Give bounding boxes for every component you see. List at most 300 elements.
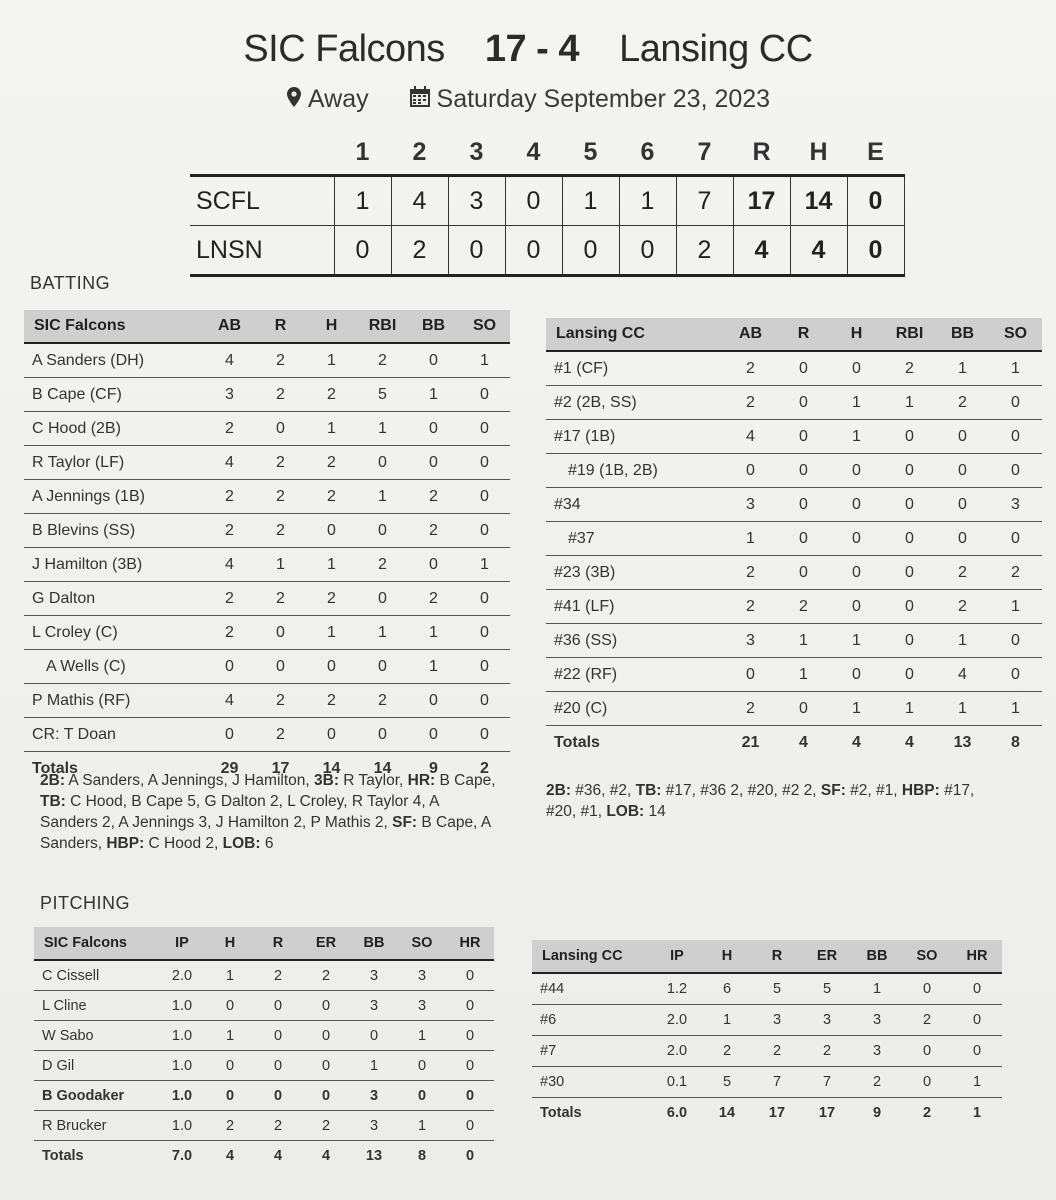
stat-cell: 2.0 <box>652 1036 702 1067</box>
stat-cell: 0 <box>936 420 989 454</box>
player-name: D Gil <box>34 1051 158 1081</box>
player-name: #19 (1B, 2B) <box>546 454 724 488</box>
inning-score: 0 <box>619 226 676 276</box>
totals-row <box>546 726 1042 760</box>
player-name: B Blevins (SS) <box>24 514 204 548</box>
stat-cell: 0 <box>724 454 777 488</box>
stat-cell: 1 <box>357 412 408 446</box>
stat-cell: 0 <box>952 1005 1002 1036</box>
stat-cell: 0 <box>306 650 357 684</box>
stat-cell: 2 <box>306 684 357 718</box>
stat-cell: 0 <box>883 590 936 624</box>
runs-header: R <box>752 137 771 166</box>
stat-cell: 2 <box>255 343 306 378</box>
stat-cell: 0 <box>206 1081 254 1111</box>
team-column-header: Lansing CC <box>532 940 652 973</box>
stat-cell: 2 <box>902 1005 952 1036</box>
stat-cell: 17 <box>768 1105 786 1121</box>
player-name: #41 (LF) <box>546 590 724 624</box>
location-pin-icon <box>286 86 302 115</box>
stat-cell: 2 <box>206 1111 254 1141</box>
stat-cell: 0 <box>254 1081 302 1111</box>
team-column-header: Lansing CC <box>546 318 724 351</box>
column-header: R <box>254 927 302 960</box>
inning-score: 1 <box>562 176 619 226</box>
stat-cell: 2 <box>724 590 777 624</box>
stat-cell: 3 <box>350 991 398 1021</box>
stat-cell: 1 <box>408 378 459 412</box>
table-header-row <box>24 310 510 343</box>
stat-cell: 1 <box>952 1067 1002 1098</box>
column-header: R <box>777 318 830 351</box>
game-header <box>0 28 1056 115</box>
stat-cell: 0 <box>302 1021 350 1051</box>
stat-cell: 1 <box>459 343 510 378</box>
stat-cell: 2 <box>255 582 306 616</box>
player-name: L Croley (C) <box>24 616 204 650</box>
falcons-pitching-table <box>34 927 494 1170</box>
stat-cell: 1 <box>936 624 989 658</box>
stat-cell: 1 <box>306 412 357 446</box>
stat-cell: 1 <box>306 548 357 582</box>
note-text: B Cape, A Sanders, <box>40 814 495 852</box>
column-header: RBI <box>357 310 408 343</box>
stat-cell: 0.1 <box>652 1067 702 1098</box>
stat-cell: 0 <box>459 650 510 684</box>
player-row <box>24 378 510 412</box>
stat-cell: 4 <box>204 343 255 378</box>
stat-cell: 0 <box>883 556 936 590</box>
batting-section-title: BATTING <box>30 273 111 293</box>
line-score-header <box>190 130 904 176</box>
stat-cell: 2 <box>306 378 357 412</box>
stat-cell: 2 <box>724 556 777 590</box>
hits-total: 4 <box>790 226 847 276</box>
stat-cell: 0 <box>357 446 408 480</box>
stat-cell: 1.0 <box>158 1111 206 1141</box>
player-row <box>24 650 510 684</box>
player-row <box>546 351 1042 386</box>
player-row <box>532 1005 1002 1036</box>
stat-cell: 2 <box>302 1111 350 1141</box>
stat-cell: 0 <box>952 973 1002 1005</box>
inning-score: 0 <box>334 226 391 276</box>
note-text: B Cape, <box>435 772 500 789</box>
stat-cell: 0 <box>936 522 989 556</box>
stat-cell: 14 <box>322 759 341 777</box>
inning-header: 1 <box>355 137 370 166</box>
stat-cell: 1 <box>936 351 989 386</box>
errors-header: E <box>867 137 884 166</box>
player-name: #1 (CF) <box>546 351 724 386</box>
falcons-batting-body <box>24 343 510 785</box>
stat-cell: 1 <box>398 1021 446 1051</box>
stat-cell: 3 <box>752 1005 802 1036</box>
stat-cell: 0 <box>989 522 1042 556</box>
stat-cell: 2 <box>702 1036 752 1067</box>
stat-cell: 1 <box>702 1005 752 1036</box>
stat-cell: 1 <box>408 650 459 684</box>
stat-cell: 2 <box>408 480 459 514</box>
column-header: ER <box>302 927 350 960</box>
stat-cell: 0 <box>777 692 830 726</box>
lansing-pitching-body <box>532 973 1002 1128</box>
falcons-pitching-body <box>34 960 494 1170</box>
stat-cell: 2 <box>936 556 989 590</box>
player-row <box>546 590 1042 624</box>
stat-cell: 2 <box>777 590 830 624</box>
stat-cell: 2 <box>357 343 408 378</box>
stat-cell: 2 <box>408 582 459 616</box>
stat-cell: 0 <box>830 658 883 692</box>
stat-cell: 14 <box>373 759 392 777</box>
stat-cell: 0 <box>357 514 408 548</box>
stat-cell: 2 <box>204 616 255 650</box>
stat-cell: 1.0 <box>158 1021 206 1051</box>
stat-cell: 0 <box>459 718 510 752</box>
stat-cell: 4 <box>799 733 808 751</box>
inning-score: 0 <box>505 226 562 276</box>
stat-cell: 9 <box>429 759 438 777</box>
player-row <box>34 1021 494 1051</box>
stat-cell: 0 <box>883 522 936 556</box>
stat-cell: 2 <box>408 514 459 548</box>
stat-cell: 2.0 <box>158 960 206 991</box>
note-text: C Hood, B Cape 5, G Dalton 2, L Croley, R Taylor 4, A Sanders 2, A Jennings 3, J Hamilton 2, P Mathis 2, <box>40 793 443 831</box>
stat-cell: 1 <box>724 522 777 556</box>
player-row <box>34 991 494 1021</box>
player-name: #36 (SS) <box>546 624 724 658</box>
totals-row <box>532 1098 1002 1129</box>
stat-cell: 4 <box>905 733 914 751</box>
totals-label: Totals <box>554 733 600 751</box>
stat-cell: 0 <box>830 351 883 386</box>
errors-total: 0 <box>847 226 904 276</box>
player-row <box>34 1111 494 1141</box>
team-column-header: SIC Falcons <box>24 310 204 343</box>
player-row <box>34 1081 494 1111</box>
stat-cell: 2 <box>936 386 989 420</box>
player-row <box>24 684 510 718</box>
note-text: 14 <box>644 803 666 820</box>
stat-cell: 0 <box>255 412 306 446</box>
stat-cell: 1 <box>830 420 883 454</box>
stat-cell: 9 <box>872 1105 882 1121</box>
stat-cell: 2 <box>357 548 408 582</box>
stat-cell: 0 <box>777 386 830 420</box>
inning-header: 4 <box>526 137 541 166</box>
stat-cell: 0 <box>777 454 830 488</box>
stat-cell: 4 <box>936 658 989 692</box>
stat-cell: 14 <box>718 1105 736 1121</box>
player-name: A Wells (C) <box>24 650 204 684</box>
note-label: HBP: <box>106 835 145 852</box>
stat-cell: 2 <box>724 692 777 726</box>
stat-cell: 1.0 <box>158 991 206 1021</box>
stat-cell: 4 <box>225 1147 235 1164</box>
stat-cell: 0 <box>459 378 510 412</box>
column-header: SO <box>902 940 952 973</box>
stat-cell: 0 <box>398 1051 446 1081</box>
inning-header: 6 <box>640 137 655 166</box>
stat-cell: 3 <box>204 378 255 412</box>
stat-cell: 2 <box>255 684 306 718</box>
stat-cell: 0 <box>255 616 306 650</box>
stat-cell: 7.0 <box>171 1147 193 1164</box>
stat-cell: 1 <box>972 1105 982 1121</box>
stat-cell: 2 <box>306 446 357 480</box>
inning-header: 7 <box>697 137 712 166</box>
stat-cell: 0 <box>206 991 254 1021</box>
stat-cell: 5 <box>357 378 408 412</box>
stat-cell: 0 <box>989 386 1042 420</box>
inning-score: 0 <box>448 226 505 276</box>
stat-cell: 0 <box>357 582 408 616</box>
stat-cell: 0 <box>255 650 306 684</box>
stat-cell: 1 <box>936 692 989 726</box>
stat-cell: 2 <box>357 684 408 718</box>
pitching-section-title: PITCHING <box>40 893 131 913</box>
player-row <box>24 548 510 582</box>
inning-header: 2 <box>412 137 427 166</box>
stat-cell: 1 <box>852 973 902 1005</box>
player-name: B Goodaker <box>34 1081 158 1111</box>
player-name: #2 (2B, SS) <box>546 386 724 420</box>
stat-cell: 0 <box>408 343 459 378</box>
stat-cell: 0 <box>777 522 830 556</box>
player-row <box>34 1051 494 1081</box>
stat-cell: 1 <box>357 480 408 514</box>
player-row <box>546 624 1042 658</box>
stat-cell: 0 <box>408 412 459 446</box>
stat-cell: 1 <box>777 624 830 658</box>
stat-cell: 2 <box>204 480 255 514</box>
stat-cell: 2 <box>306 582 357 616</box>
stat-cell: 0 <box>777 556 830 590</box>
stat-cell: 4 <box>724 420 777 454</box>
player-name: CR: T Doan <box>24 718 204 752</box>
note-text: 6 <box>260 835 274 852</box>
line-score-team: LNSN <box>190 226 334 276</box>
stat-cell: 1 <box>989 590 1042 624</box>
stat-cell: 2 <box>922 1105 932 1121</box>
inning-score: 0 <box>505 176 562 226</box>
stat-cell: 1 <box>830 624 883 658</box>
stat-cell: 4 <box>273 1147 283 1164</box>
final-score: 17 - 4 <box>484 28 580 70</box>
stat-cell: 13 <box>953 733 972 751</box>
note-text: R Taylor, <box>338 772 408 789</box>
home-team-name: SIC Falcons <box>243 28 445 70</box>
stat-cell: 2 <box>204 412 255 446</box>
stat-cell: 0 <box>254 1021 302 1051</box>
stat-cell: 0 <box>902 1036 952 1067</box>
player-row <box>546 692 1042 726</box>
stat-cell: 2 <box>724 386 777 420</box>
stat-cell: 2 <box>480 759 489 777</box>
stat-cell: 0 <box>830 522 883 556</box>
stat-cell: 0 <box>989 624 1042 658</box>
stat-cell: 6.0 <box>666 1105 688 1121</box>
stat-cell: 0 <box>398 1081 446 1111</box>
inning-score: 1 <box>619 176 676 226</box>
line-score-team: SCFL <box>190 176 334 226</box>
stat-cell: 0 <box>777 351 830 386</box>
inning-header: 3 <box>469 137 484 166</box>
stat-cell: 4 <box>204 684 255 718</box>
stat-cell: 0 <box>883 454 936 488</box>
stat-cell: 0 <box>254 1051 302 1081</box>
note-label: LOB: <box>606 803 645 820</box>
player-name: #44 <box>532 973 652 1005</box>
column-header: BB <box>408 310 459 343</box>
lansing-pitching-table <box>532 940 1002 1128</box>
column-header: HR <box>446 927 494 960</box>
note-label: SF: <box>820 782 846 799</box>
player-name: G Dalton <box>24 582 204 616</box>
stat-cell: 0 <box>446 991 494 1021</box>
stat-cell: 2 <box>255 446 306 480</box>
stat-cell: 0 <box>952 1036 1002 1067</box>
column-header: H <box>206 927 254 960</box>
inning-score: 0 <box>562 226 619 276</box>
note-text: #2, #1, <box>845 782 902 799</box>
note-text: C Hood 2, <box>144 835 223 852</box>
errors-total: 0 <box>847 176 904 226</box>
player-row <box>24 412 510 446</box>
player-name: #17 (1B) <box>546 420 724 454</box>
matchup-title <box>0 28 1056 71</box>
stat-cell: 2 <box>302 960 350 991</box>
stat-cell: 0 <box>357 650 408 684</box>
note-label: 2B: <box>40 772 65 789</box>
player-name: #7 <box>532 1036 652 1067</box>
column-header: SO <box>459 310 510 343</box>
team-column-header: SIC Falcons <box>34 927 158 960</box>
player-row <box>546 454 1042 488</box>
stat-cell: 1 <box>830 386 883 420</box>
player-name: P Mathis (RF) <box>24 684 204 718</box>
game-meta <box>0 85 1056 115</box>
stat-cell: 4 <box>204 446 255 480</box>
player-name: C Cissell <box>34 960 158 991</box>
stat-cell: 0 <box>302 1051 350 1081</box>
note-text: #17, #20, #1, <box>546 782 979 820</box>
stat-cell: 3 <box>350 1081 398 1111</box>
inning-score: 1 <box>334 176 391 226</box>
player-row <box>24 718 510 752</box>
player-row <box>546 522 1042 556</box>
column-header: IP <box>158 927 206 960</box>
lansing-batting-notes <box>546 780 986 822</box>
stat-cell: 1 <box>777 658 830 692</box>
player-row <box>24 616 510 650</box>
stat-cell: 2.0 <box>652 1005 702 1036</box>
column-header: R <box>752 940 802 973</box>
stat-cell: 3 <box>350 1111 398 1141</box>
stat-cell: 8 <box>1011 733 1020 751</box>
calendar-icon <box>409 86 431 115</box>
stat-cell: 0 <box>830 556 883 590</box>
stat-cell: 0 <box>206 1051 254 1081</box>
player-row <box>546 420 1042 454</box>
player-row <box>546 488 1042 522</box>
note-label: LOB: <box>222 835 261 852</box>
stat-cell: 1 <box>255 548 306 582</box>
player-name: A Sanders (DH) <box>24 343 204 378</box>
stat-cell: 0 <box>465 1147 475 1164</box>
stat-cell: 0 <box>459 412 510 446</box>
stat-cell: 4 <box>204 548 255 582</box>
stat-cell: 1 <box>459 548 510 582</box>
column-header: IP <box>652 940 702 973</box>
lansing-batting-table <box>546 318 1042 759</box>
stat-cell: 2 <box>802 1036 852 1067</box>
stat-cell: 2 <box>255 480 306 514</box>
note-label: TB: <box>635 782 662 799</box>
player-row <box>24 480 510 514</box>
stat-cell: 2 <box>255 378 306 412</box>
stat-cell: 0 <box>357 718 408 752</box>
totals-label: Totals <box>540 1105 582 1121</box>
player-row <box>532 1067 1002 1098</box>
stat-cell: 3 <box>350 960 398 991</box>
note-text: #36, #2, <box>570 782 636 799</box>
stat-cell: 0 <box>446 1081 494 1111</box>
stat-cell: 2 <box>255 718 306 752</box>
stat-cell: 2 <box>989 556 1042 590</box>
column-header: HR <box>952 940 1002 973</box>
stat-cell: 0 <box>459 616 510 650</box>
note-label: HR: <box>407 772 436 789</box>
stat-cell: 0 <box>350 1021 398 1051</box>
stat-cell: 1 <box>408 616 459 650</box>
stat-cell: 2 <box>936 590 989 624</box>
inning-score: 4 <box>391 176 448 226</box>
note-label: HBP: <box>901 782 940 799</box>
falcons-batting-notes <box>40 770 500 854</box>
note-label: TB: <box>40 793 66 810</box>
stat-cell: 0 <box>459 684 510 718</box>
stat-cell: 1 <box>830 692 883 726</box>
stat-cell: 2 <box>306 480 357 514</box>
note-text: A Sanders, A Jennings, J Hamilton, <box>64 772 314 789</box>
note-text: #17, #36 2, #20, #2 2, <box>661 782 821 799</box>
stat-cell: 3 <box>852 1005 902 1036</box>
stat-cell: 0 <box>204 650 255 684</box>
stat-cell: 0 <box>830 454 883 488</box>
column-header: ER <box>802 940 852 973</box>
lansing-batting-body <box>546 351 1042 759</box>
player-name: J Hamilton (3B) <box>24 548 204 582</box>
hits-total: 14 <box>790 176 847 226</box>
falcons-batting-table <box>24 310 510 785</box>
column-header: BB <box>852 940 902 973</box>
note-label: 3B: <box>314 772 339 789</box>
stat-cell: 0 <box>459 514 510 548</box>
stat-cell: 0 <box>459 446 510 480</box>
stat-cell: 2 <box>852 1067 902 1098</box>
column-header: AB <box>204 310 255 343</box>
player-row <box>24 514 510 548</box>
stat-cell: 0 <box>777 488 830 522</box>
stat-cell: 0 <box>777 420 830 454</box>
stat-cell: 0 <box>989 420 1042 454</box>
column-header: H <box>830 318 883 351</box>
stat-cell: 1 <box>350 1051 398 1081</box>
totals-row <box>34 1141 494 1171</box>
stat-cell: 3 <box>989 488 1042 522</box>
